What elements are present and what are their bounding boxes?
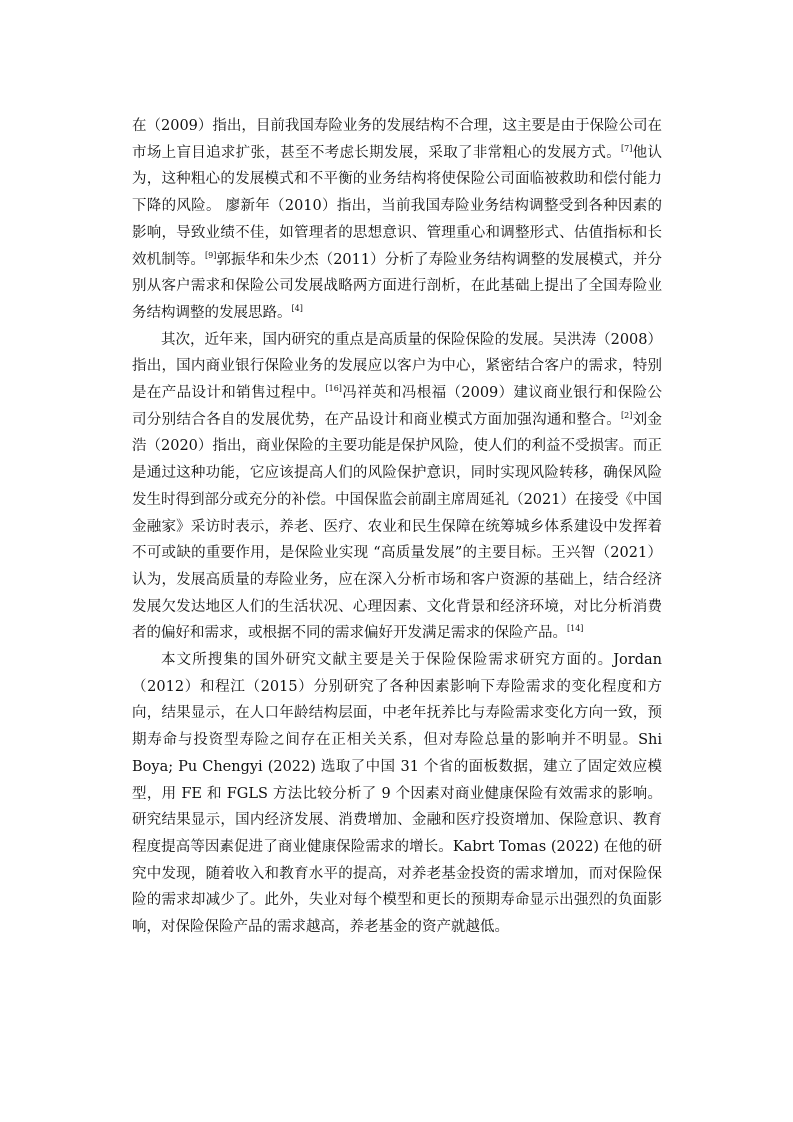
body-text xyxy=(132,113,662,941)
paragraph-text: 在（2009）指出，目前我国寿险业务的发展结构不合理，这主要是由于保险公司在市场上盲目追求扩张，甚至不考虑长期发展，采取了非常粗心的发展方式。 xyxy=(132,118,662,161)
citation-reference: [14] xyxy=(567,624,584,634)
citation-reference: [7] xyxy=(621,143,633,153)
citation-reference: [16] xyxy=(325,384,342,394)
paragraph xyxy=(132,647,662,941)
citation-reference: [2] xyxy=(621,410,633,420)
paragraph-text: 本文所搜集的国外研究文献主要是关于保险保险需求研究方面的。Jordan（2012）和程江（2015）分别研究了各种因素影响下寿险需求的变化程度和方向，结果显示，在人口年龄结构层面，中老年抚养比与寿险需求变化方向一致，预期寿命与投资型寿险之间存在正相关关系，但对寿险总量的影响并不明显。Shi Boya; Pu Chengyi (2022) 选取了中国 31 个省的面板数据，建立了固定效应模型，用 FE 和 FGLS 方法比较分析了 9 个因素对商业健康保险有效需求的影响。研究结果显示，国内经济发展、消费增加、金融和医疗投资增加、保险意识、教育程度提高等因素促进了商业健康保险需求的增长。Kabrt Tomas (2022) 在他的研究中发现，随着收入和教育水平的提高，对养老基金投资的需求增加，而对保险保险的需求却减少了。此外，失业对每个模型和更长的预期寿命显示出强烈的负面影响，对保险保险产品的需求越高，养老基金的资产就越低。 xyxy=(132,652,662,936)
paragraph xyxy=(132,327,662,647)
paragraph-text: 刘金浩（2020）指出，商业保险的主要功能是保护风险，使人们的利益不受损害。而正是通过这种功能，它应该提高人们的风险保护意识，同时实现风险转移，确保风险发生时得到部分或充分的补偿。中国保监会前副主席周延礼（2021）在接受《中国金融家》采访时表示，养老、医疗、农业和民生保障在统筹城乡体系建设中发挥着不可或缺的重要作用，是保险业实现 “高质量发展”的主要目标。王兴智（2021）认为，发展高质量的寿险业务，应在深入分析市场和客户资源的基础上，结合经济发展欠发达地区人们的生活状况、心理因素、文化背景和经济环境，对比分析消费者的偏好和需求，或根据不同的需求偏好开发满足需求的保险产品。 xyxy=(132,411,662,642)
citation-reference: [9] xyxy=(204,250,217,260)
paragraph xyxy=(132,113,662,327)
citation-reference: [4] xyxy=(291,303,303,313)
paragraph-text: 郭振华和朱少杰（2011）分析了寿险业务结构调整的发展模式，并分别从客户需求和保险公司发展战略两方面进行剖析，在此基础上提出了全国寿险业务结构调整的发展思路。 xyxy=(132,251,662,321)
paragraph-text: 冯祥英和冯根福（2009）建议商业银行和保险公司分别结合各自的发展优势，在产品设计和商业模式方面加强沟通和整合。 xyxy=(132,385,663,428)
paragraph-text: 其次，近年来，国内研究的重点是高质量的保险保险的发展。吴洪涛（2008）指出，国内商业银行保险业务的发展应以客户为中心，紧密结合客户的需求，特别是在产品设计和销售过程中。 xyxy=(132,331,662,402)
paragraph-text: 他认为，这种粗心的发展模式和不平衡的业务结构将使保险公司面临被救助和偿付能力下降的风险。 廖新年（2010）指出，当前我国寿险业务结构调整受到各种因素的影响，导致业绩不佳，如管理者的思想意识、管理重心和调整形式、估值指标和长效机制等。 xyxy=(132,144,662,268)
